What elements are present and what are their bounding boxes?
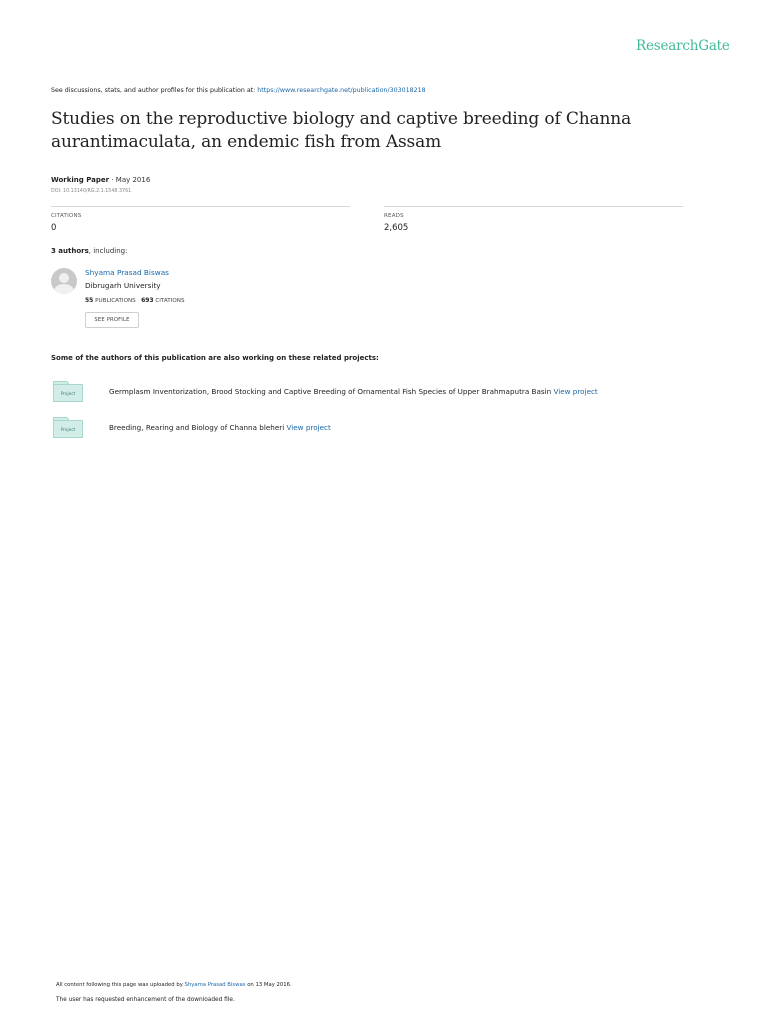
author-publications-count: 55	[85, 297, 94, 304]
reads-value: 2,605	[384, 223, 409, 233]
researchgate-logo[interactable]: ResearchGate	[636, 38, 730, 54]
discussion-line	[51, 87, 426, 94]
project-icon-label: Project	[60, 427, 76, 432]
project-folder-icon	[53, 381, 83, 401]
related-projects-heading: Some of the authors of this publication are also working on these related projects:	[51, 354, 379, 362]
citations-value: 0	[51, 223, 57, 233]
authors-suffix: , including:	[88, 247, 128, 255]
avatar-head-shape	[59, 273, 69, 283]
author-citations-count: 693	[141, 297, 154, 304]
publication-title: Studies on the reproductive biology and captive breeding of Channa aurantimaculata, an endemic fish from Assam	[51, 109, 632, 152]
reads-divider	[384, 206, 683, 207]
related-project-item	[109, 387, 598, 396]
authors-heading	[51, 247, 127, 255]
publication-date: · May 2016	[109, 176, 151, 184]
author-citations-label: CITATIONS	[155, 298, 185, 304]
author-avatar[interactable]	[51, 268, 77, 294]
related-project-item	[109, 423, 331, 432]
project-title: Germplasm Inventorization, Brood Stocking and Captive Breeding of Ornamental Fish Species of Upper Brahmaputra Basin	[109, 387, 552, 396]
view-project-link[interactable]: View project	[553, 387, 598, 396]
citations-label: CITATIONS	[51, 213, 82, 219]
uploader-link[interactable]: Shyama Prasad Biswas	[184, 982, 246, 988]
project-folder-icon	[53, 417, 83, 437]
see-profile-button[interactable]: SEE PROFILE	[85, 312, 139, 328]
avatar-body-shape	[54, 284, 74, 294]
author-institution: Dibrugarh University	[85, 281, 161, 290]
authors-count: 3 authors	[51, 247, 89, 255]
project-icon-label: Project	[60, 391, 76, 396]
upload-prefix: All content following this page was uploaded by	[56, 982, 183, 988]
publication-doi: DOI: 10.13140/RG.2.1.1548.3761	[51, 189, 132, 194]
author-stats	[85, 297, 185, 304]
upload-note	[56, 982, 292, 988]
author-name-link[interactable]: Shyama Prasad Biswas	[85, 268, 169, 277]
project-title: Breeding, Rearing and Biology of Channa bleheri	[109, 423, 285, 432]
reads-label: READS	[384, 213, 404, 219]
enhancement-note: The user has requested enhancement of the downloaded file.	[56, 997, 235, 1003]
citations-divider	[51, 206, 350, 207]
publication-type: Working Paper	[51, 176, 110, 184]
discussion-prefix: See discussions, stats, and author profiles for this publication at:	[51, 87, 256, 94]
view-project-link[interactable]: View project	[286, 423, 331, 432]
publication-url-link[interactable]: https://www.researchgate.net/publication/303018218	[257, 87, 426, 94]
publication-meta	[51, 176, 150, 184]
author-publications-label: PUBLICATIONS	[95, 298, 136, 304]
upload-date: on 13 May 2016.	[247, 982, 292, 988]
